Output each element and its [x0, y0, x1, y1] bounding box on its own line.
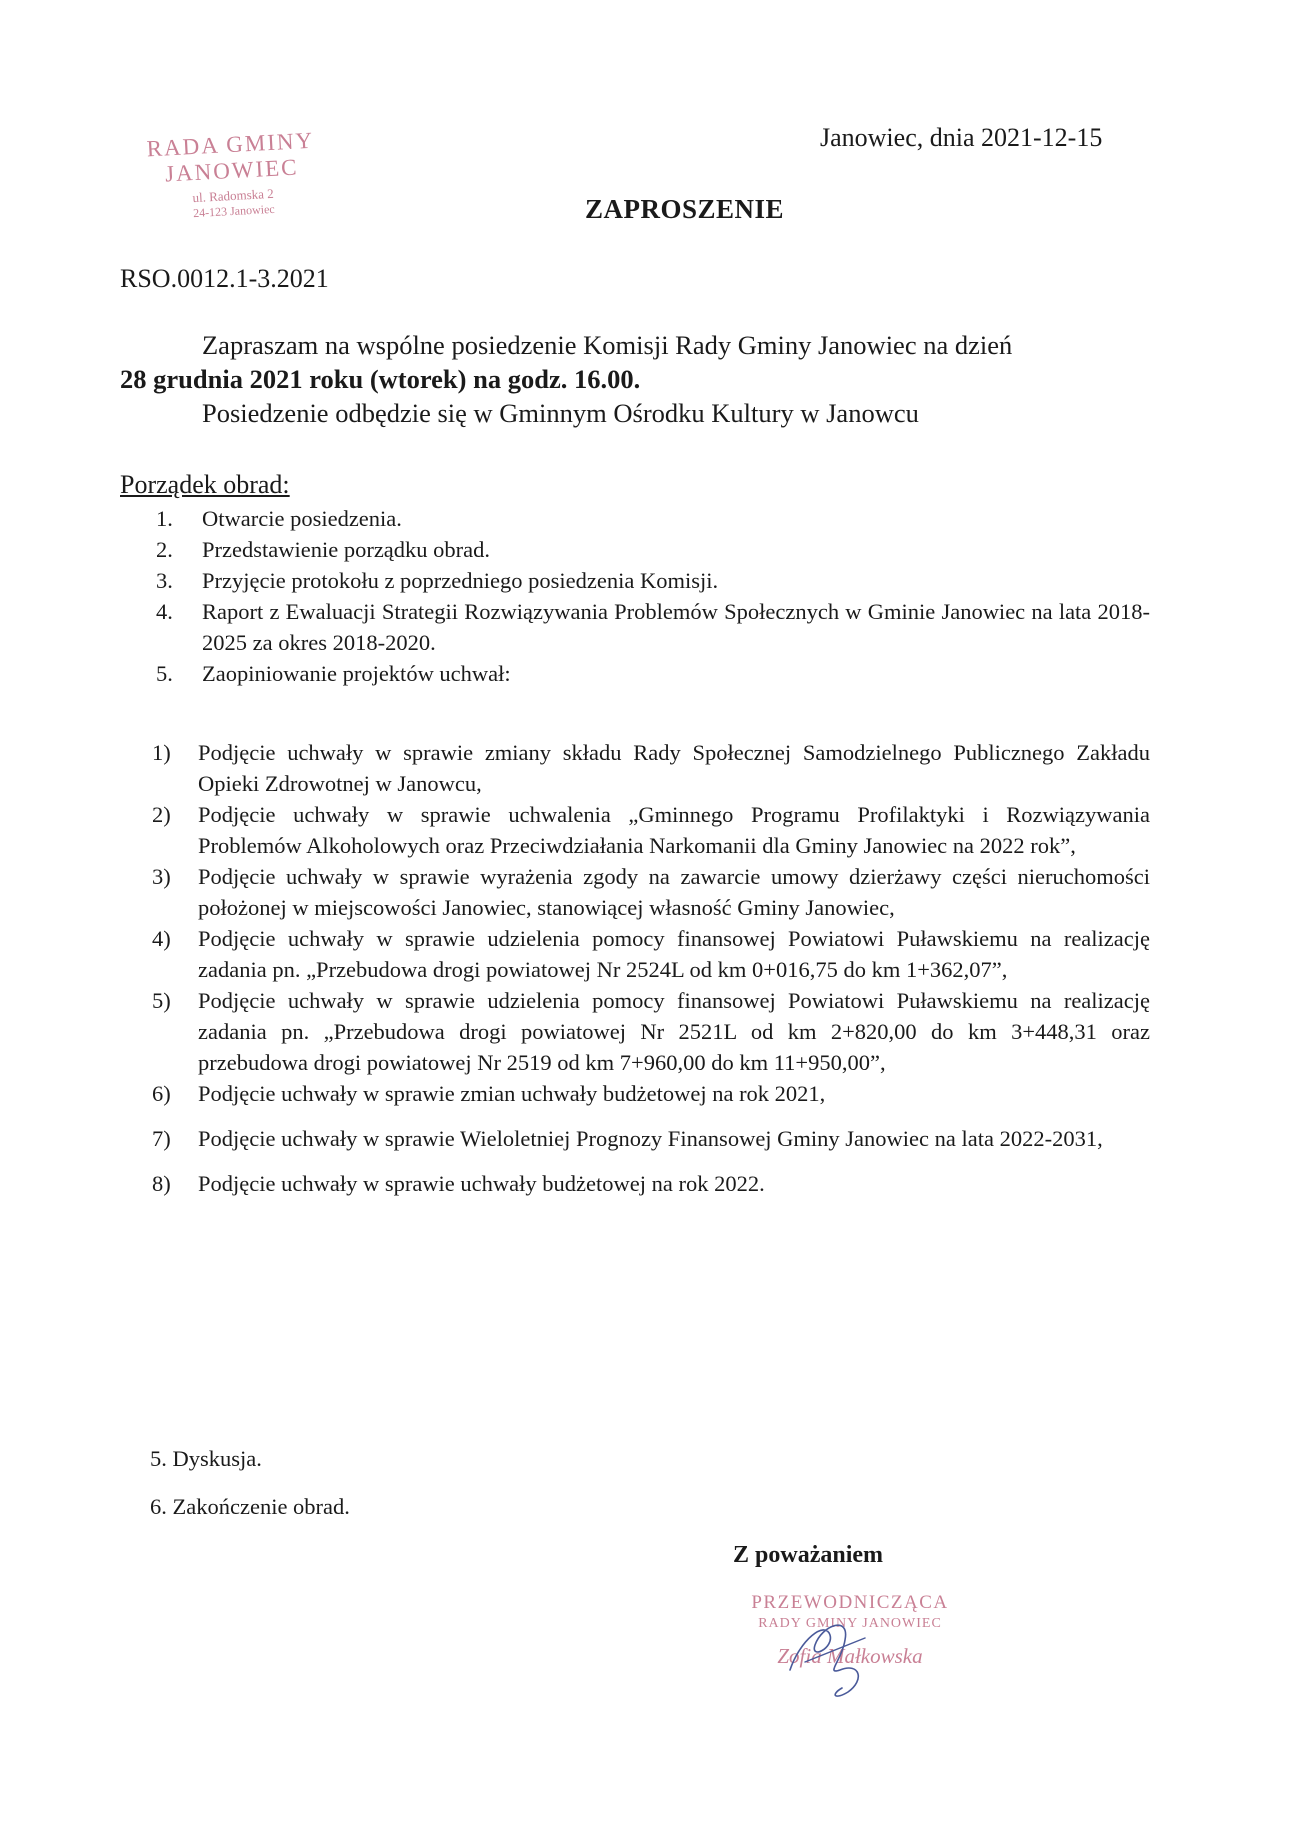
- resolution-number: 8): [152, 1171, 171, 1196]
- date-line: Janowiec, dnia 2021-12-15: [820, 123, 1103, 152]
- agenda-item: [150, 534, 1150, 565]
- closing-item-discussion: 5. Dyskusja.: [150, 1446, 262, 1471]
- resolution-number: 1): [152, 740, 171, 765]
- resolution-item: [152, 737, 1150, 799]
- agenda-item-text: Otwarcie posiedzenia.: [202, 506, 402, 531]
- stamp-name: Zofia Małkowska: [777, 1644, 923, 1668]
- resolution-text: Podjęcie uchwały w sprawie Wieloletniej Prognozy Finansowej Gminy Janowiec na lata 2022-2031,: [198, 1126, 1103, 1151]
- resolution-text: Podjęcie uchwały w sprawie udzielenia pomocy finansowej Powiatowi Puławskiemu na realizację zadania pn. „Przebudowa drogi powiatowej Nr 2524L od km 0+016,75 do km 1+362,07”,: [198, 926, 1150, 982]
- agenda-item-text: Przyjęcie protokołu z poprzedniego posiedzenia Komisji.: [202, 568, 719, 593]
- agenda-item-text: Przedstawienie porządku obrad.: [202, 537, 491, 562]
- agenda-item-text: Zaopiniowanie projektów uchwał:: [202, 661, 511, 686]
- agenda-item: [150, 503, 1150, 534]
- resolution-list: [152, 737, 1150, 1199]
- agenda-item-number: 3.: [156, 568, 173, 593]
- closing-regards: Z poważaniem: [733, 1542, 883, 1568]
- resolution-item: [152, 1078, 1150, 1109]
- resolution-number: 6): [152, 1081, 171, 1106]
- closing-items: [150, 1443, 350, 1539]
- stamp-line-4: 24-123 Janowiec: [192, 201, 276, 221]
- agenda-item-number: 2.: [156, 537, 173, 562]
- stamp-line-1: RADA GMINY: [146, 127, 315, 162]
- resolution-number: 7): [152, 1126, 171, 1151]
- agenda-heading: Porządek obrad:: [120, 470, 290, 499]
- resolution-item: [152, 1168, 1150, 1199]
- agenda-item-number: 4.: [156, 599, 173, 624]
- handwritten-signature: [770, 1600, 900, 1710]
- resolution-text: Podjęcie uchwały w sprawie zmiany składu Rady Społecznej Samodzielnego Publicznego Zakładu Opieki Zdrowotnej w Janowcu,: [198, 740, 1150, 796]
- stamp-council: RADY GMINY JANOWIEC: [758, 1616, 942, 1631]
- resolution-number: 2): [152, 802, 171, 827]
- invitation-text: [120, 328, 1155, 430]
- resolution-item: [152, 1123, 1150, 1154]
- resolution-text: Podjęcie uchwały w sprawie zmian uchwały budżetowej na rok 2021,: [198, 1081, 826, 1106]
- reference-number: RSO.0012.1-3.2021: [120, 264, 329, 293]
- document-title: ZAPROSZENIE: [585, 194, 785, 224]
- stamp-title: PRZEWODNICZĄCA: [751, 1592, 949, 1613]
- resolution-text: Podjęcie uchwały w sprawie uchwały budżetowej na rok 2022.: [198, 1171, 765, 1196]
- agenda-item-number: 1.: [156, 506, 173, 531]
- resolution-number: 5): [152, 988, 171, 1013]
- resolution-item: [152, 985, 1150, 1078]
- intro-line-1: Zapraszam na wspólne posiedzenie Komisji Rady Gminy Janowiec na dzień: [202, 330, 1013, 360]
- agenda-item: [150, 658, 1150, 689]
- council-stamp: [140, 127, 324, 222]
- resolution-text: Podjęcie uchwały w sprawie uchwalenia „Gminnego Programu Profilaktyki i Rozwiązywania Problemów Alkoholowych oraz Przeciwdziałania Narkomanii dla Gminy Janowiec na 2022 rok”,: [198, 802, 1150, 858]
- agenda-item-number: 5.: [156, 661, 173, 686]
- stamp-line-2: JANOWIEC: [164, 154, 300, 187]
- agenda-item: [150, 596, 1150, 658]
- intro-line-3: Posiedzenie odbędzie się w Gminnym Ośrodku Kultury w Janowcu: [202, 398, 919, 428]
- stamp-line-3: ul. Radomska 2: [192, 185, 275, 206]
- agenda-list: [150, 503, 1150, 689]
- intro-line-2-date: 28 grudnia 2021 roku (wtorek) na godz. 16.00.: [120, 364, 641, 394]
- closing-item-end: 6. Zakończenie obrad.: [150, 1494, 350, 1519]
- resolution-item: [152, 799, 1150, 861]
- resolution-text: Podjęcie uchwały w sprawie wyrażenia zgody na zawarcie umowy dzierżawy części nieruchomości położonej w miejscowości Janowiec, stanowiącej własność Gminy Janowiec,: [198, 864, 1150, 920]
- resolution-item: [152, 861, 1150, 923]
- resolution-number: 3): [152, 864, 171, 889]
- resolution-item: [152, 923, 1150, 985]
- resolution-text: Podjęcie uchwały w sprawie udzielenia pomocy finansowej Powiatowi Puławskiemu na realizację zadania pn. „Przebudowa drogi powiatowej Nr 2521L od km 2+820,00 do km 3+448,31 oraz przebudowa drogi powiatowej Nr 2519 od km 7+960,00 do km 11+950,00”,: [198, 988, 1150, 1075]
- agenda-item: [150, 565, 1150, 596]
- resolution-number: 4): [152, 926, 171, 951]
- agenda-item-text: Raport z Ewaluacji Strategii Rozwiązywania Problemów Społecznych w Gminie Janowiec na lata 2018-2025 za okres 2018-2020.: [202, 599, 1150, 655]
